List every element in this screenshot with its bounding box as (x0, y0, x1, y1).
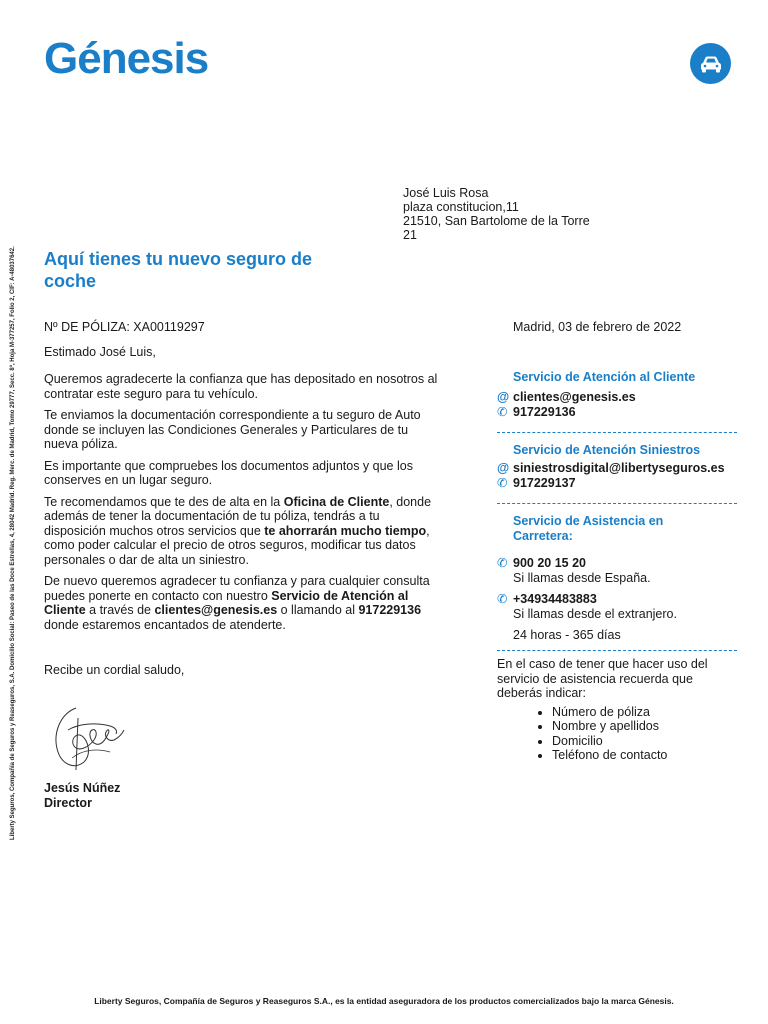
claims-email[interactable]: siniestrosdigital@libertyseguros.es (513, 461, 725, 475)
phone-icon: ✆ (497, 592, 508, 606)
list-item: • Teléfono de contacto (552, 748, 737, 763)
roadside-hours: 24 horas - 365 días (513, 628, 621, 642)
greeting: Estimado José Luis, (44, 345, 156, 359)
customer-office-link: Oficina de Cliente (283, 494, 390, 509)
contact-sidebar (497, 370, 737, 763)
claims-email-row (497, 461, 737, 476)
p4-highlight: te ahorrarán mucho tiempo (264, 523, 427, 538)
signer-title: Director (44, 795, 92, 810)
roadside-phone-abroad[interactable]: +34934483883 (513, 592, 597, 606)
recipient-address (403, 186, 590, 242)
roadside-phone-es-note: Si llamas desde España. (513, 571, 651, 585)
roadside-phone-abroad-row (497, 592, 737, 607)
paragraph-4 (44, 495, 442, 568)
divider (497, 432, 737, 433)
p4-text: , donde además de tener la documentación de tu póliza, tendrás a tu disposición muchos otros servicios que (44, 494, 432, 538)
p5-text: o llamando al (277, 603, 359, 617)
customer-service-title: Servicio de Atención al Cliente (513, 370, 696, 384)
letter-headline: Aquí tienes tu nuevo seguro de coche (44, 249, 313, 291)
phone-icon: ✆ (497, 476, 508, 490)
list-item: • Nombre y apellidos (552, 719, 737, 734)
claims-title: Servicio de Atención Siniestros (513, 443, 701, 457)
p5-text: De nuevo queremos agradecer tu confianza y para cualquier consulta puedes ponerte en contacto con nuestro (44, 574, 430, 603)
paragraph-5 (44, 574, 442, 632)
recipient-street: plaza constitucion,11 (403, 200, 519, 214)
paragraph-2: Te enviamos la documentación correspondiente a tu seguro de Auto donde se incluyen las Condiciones Generales y Particulares de tu nueva póliza. (44, 408, 421, 451)
roadside-title: Servicio de Asistencia en Carretera: (513, 514, 664, 543)
recipient-name: José Luis Rosa (403, 186, 489, 200)
car-icon (690, 43, 731, 84)
signer-name: Jesús Núñez (44, 781, 121, 795)
customer-phone: 917229136 (358, 603, 422, 617)
recipient-extra: 21 (403, 228, 417, 242)
assistance-note: En el caso de tener que hacer uso del servicio de asistencia recuerda que deberás indicar: (497, 657, 708, 700)
roadside-phone-es-row (497, 556, 737, 571)
brand-logo: Génesis (44, 34, 209, 83)
roadside-phone-abroad-note: Si llamas desde el extranjero. (513, 607, 677, 621)
p4-text: Te recomendamos que te des de alta en la (44, 494, 284, 509)
divider (497, 650, 737, 651)
at-icon: @ (497, 390, 510, 404)
footer-legal: Liberty Seguros, Compañía de Seguros y Reaseguros S.A., es la entidad aseguradora de los productos comercializados bajo la marca Génesis. (94, 996, 674, 1006)
p5-text: donde estaremos encantados de atenderte. (44, 617, 286, 632)
claims-phone[interactable]: 917229137 (513, 476, 576, 490)
signature-image (48, 700, 128, 781)
recipient-city: 21510, San Bartolome de la Torre (403, 214, 590, 228)
required-info-list (497, 705, 737, 763)
divider (497, 503, 737, 504)
paragraph-3: Es importante que compruebes los documentos adjuntos y que los conserves en un lugar seguro. (44, 458, 413, 487)
customer-service-email[interactable]: clientes@genesis.es (513, 390, 636, 404)
p5-text: a través de (85, 603, 155, 617)
policy-number: Nº DE PÓLIZA: XA00119297 (44, 320, 205, 334)
customer-service-name: Servicio de Atención al Cliente (44, 588, 409, 617)
closing: Recibe un cordial saludo, (44, 663, 185, 677)
customer-email-row (497, 390, 737, 405)
phone-icon: ✆ (497, 405, 508, 419)
claims-phone-row (497, 476, 737, 491)
paragraph-1: Queremos agradecerte la confianza que has depositado en nosotros al contratar este seguro para tu vehículo. (44, 372, 438, 401)
signer-block (44, 781, 120, 810)
roadside-phone-es[interactable]: 900 20 15 20 (513, 556, 586, 570)
p4-text: , como poder calcular el precio de otros seguros, modificar tus datos personales o dar de alta un siniestro. (44, 523, 430, 567)
list-item: • Domicilio (552, 734, 737, 749)
letter-body (44, 372, 442, 639)
at-icon: @ (497, 461, 510, 475)
phone-icon: ✆ (497, 556, 508, 570)
letter-date: Madrid, 03 de febrero de 2022 (513, 320, 682, 334)
customer-email: clientes@genesis.es (154, 603, 278, 617)
customer-service-phone[interactable]: 917229136 (513, 405, 576, 419)
list-item: • Número de póliza (552, 705, 737, 720)
legal-vertical-text: Liberty Seguros, Compañía de Seguros y Reaseguros, S.A. Domicilio Social: Paseo de las Doce Estrellas, 4, 28042 Madrid. Reg. Merc. de Madrid, Tomo 29777, Secc. 8ª, Hoja M-377257, Folio 2, CIF: A-48037642. (10, 246, 16, 840)
customer-phone-row (497, 405, 737, 420)
